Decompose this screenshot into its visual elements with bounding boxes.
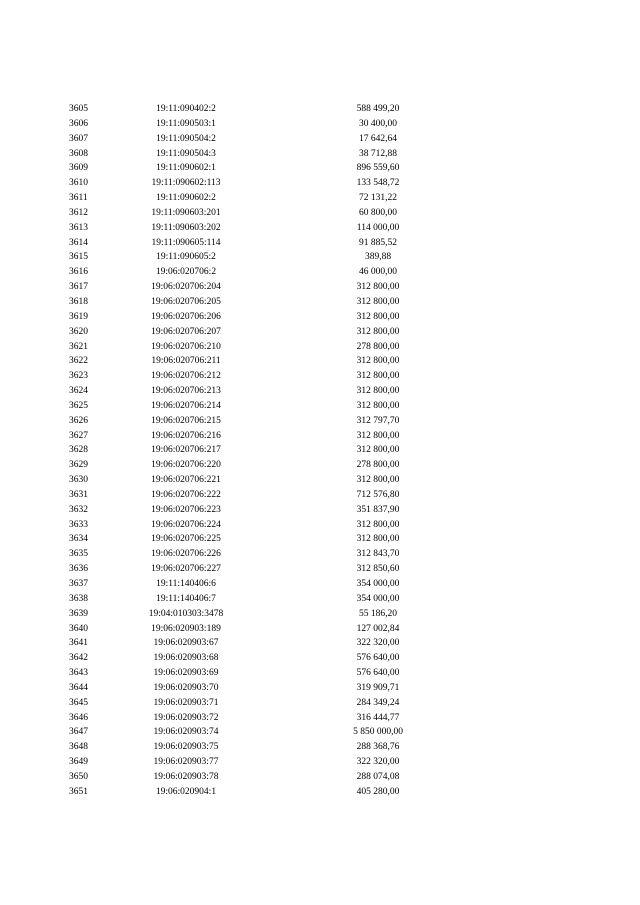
cadastral-number: 19:06:020904:1 bbox=[155, 786, 217, 797]
row-number: 3629 bbox=[69, 460, 88, 471]
row-number: 3617 bbox=[69, 282, 88, 293]
amount-value: 312 800,00 bbox=[356, 356, 400, 367]
amount-value: 278 800,00 bbox=[356, 341, 400, 352]
table-row bbox=[0, 310, 640, 325]
amount-value: 312 843,70 bbox=[356, 549, 400, 560]
row-number: 3630 bbox=[69, 475, 88, 486]
table-row bbox=[0, 770, 640, 785]
table-row bbox=[0, 191, 640, 206]
cadastral-number: 19:11:090504:2 bbox=[156, 133, 216, 144]
table-row bbox=[0, 265, 640, 280]
cadastral-number: 19:06:020706:224 bbox=[151, 519, 221, 530]
table-row bbox=[0, 250, 640, 265]
table-row bbox=[0, 340, 640, 355]
row-number: 3622 bbox=[69, 356, 88, 367]
cadastral-number: 19:11:090605:2 bbox=[156, 252, 216, 263]
row-number: 3644 bbox=[69, 682, 88, 693]
row-number: 3632 bbox=[69, 504, 88, 515]
row-number: 3618 bbox=[69, 296, 88, 307]
amount-value: 389,88 bbox=[364, 252, 392, 263]
cadastral-number: 19:06:020706:207 bbox=[151, 326, 221, 337]
row-number: 3606 bbox=[69, 118, 88, 129]
table-row bbox=[0, 102, 640, 117]
amount-value: 312 800,00 bbox=[356, 371, 400, 382]
cadastral-number: 19:06:020706:221 bbox=[151, 475, 221, 486]
table-row bbox=[0, 236, 640, 251]
cadastral-number: 19:06:020706:214 bbox=[151, 400, 221, 411]
amount-value: 354 000,00 bbox=[356, 593, 400, 604]
amount-value: 288 074,08 bbox=[356, 771, 400, 782]
amount-value: 91 885,52 bbox=[359, 237, 397, 248]
amount-value: 312 800,00 bbox=[356, 475, 400, 486]
table-row bbox=[0, 681, 640, 696]
cadastral-number: 19:06:020903:189 bbox=[151, 623, 221, 634]
row-number: 3649 bbox=[69, 757, 88, 768]
amount-value: 38 712,88 bbox=[359, 148, 397, 159]
amount-value: 312 850,60 bbox=[356, 564, 400, 575]
cadastral-number: 19:06:020706:213 bbox=[151, 386, 221, 397]
amount-value: 896 559,60 bbox=[356, 163, 400, 174]
cadastral-number: 19:06:020706:212 bbox=[151, 371, 221, 382]
table-row bbox=[0, 176, 640, 191]
row-number: 3609 bbox=[69, 163, 88, 174]
amount-value: 312 800,00 bbox=[356, 430, 400, 441]
cadastral-number: 19:11:090605:114 bbox=[151, 237, 221, 248]
row-number: 3611 bbox=[69, 193, 88, 204]
amount-value: 55 186,20 bbox=[359, 608, 397, 619]
amount-value: 114 000,00 bbox=[356, 222, 400, 233]
table-row bbox=[0, 117, 640, 132]
table-row bbox=[0, 429, 640, 444]
cadastral-number: 19:06:020706:227 bbox=[151, 564, 221, 575]
amount-value: 30 400,00 bbox=[359, 118, 397, 129]
cadastral-number: 19:06:020903:74 bbox=[153, 727, 219, 738]
row-number: 3636 bbox=[69, 564, 88, 575]
amount-value: 312 800,00 bbox=[356, 519, 400, 530]
amount-value: 133 548,72 bbox=[356, 178, 400, 189]
row-number: 3621 bbox=[69, 341, 88, 352]
amount-value: 312 800,00 bbox=[356, 400, 400, 411]
amount-value: 278 800,00 bbox=[356, 460, 400, 471]
amount-value: 312 800,00 bbox=[356, 445, 400, 456]
table-row bbox=[0, 577, 640, 592]
table-row bbox=[0, 473, 640, 488]
table-row bbox=[0, 592, 640, 607]
table-row bbox=[0, 666, 640, 681]
table-row bbox=[0, 547, 640, 562]
table-row bbox=[0, 280, 640, 295]
row-number: 3613 bbox=[69, 222, 88, 233]
row-number: 3615 bbox=[69, 252, 88, 263]
row-number: 3628 bbox=[69, 445, 88, 456]
row-number: 3641 bbox=[69, 638, 88, 649]
cadastral-number: 19:11:090504:3 bbox=[156, 148, 216, 159]
amount-value: 312 800,00 bbox=[356, 311, 400, 322]
cadastral-number: 19:06:020706:216 bbox=[151, 430, 221, 441]
table-row bbox=[0, 711, 640, 726]
row-number: 3637 bbox=[69, 579, 88, 589]
cadastral-number: 19:06:020706:223 bbox=[151, 504, 221, 515]
amount-value: 322 320,00 bbox=[356, 638, 400, 649]
cadastral-number: 19:06:020706:211 bbox=[151, 356, 221, 367]
row-number: 3620 bbox=[69, 326, 88, 337]
row-number: 3634 bbox=[69, 534, 88, 545]
row-number: 3646 bbox=[69, 712, 88, 723]
table-row bbox=[0, 518, 640, 533]
row-number: 3631 bbox=[69, 489, 88, 500]
cadastral-number: 19:11:090603:202 bbox=[151, 222, 221, 233]
data-table bbox=[0, 102, 640, 800]
table-row bbox=[0, 725, 640, 740]
amount-value: 405 280,00 bbox=[356, 786, 400, 797]
table-row bbox=[0, 636, 640, 651]
cadastral-number: 19:11:090603:201 bbox=[151, 207, 221, 218]
amount-value: 312 800,00 bbox=[356, 326, 400, 337]
cadastral-number: 19:06:020706:204 bbox=[151, 282, 221, 293]
amount-value: 5 850 000,00 bbox=[353, 727, 403, 738]
amount-value: 17 642,64 bbox=[359, 133, 397, 144]
cadastral-number: 19:11:140406:6 bbox=[156, 579, 216, 589]
table-row bbox=[0, 369, 640, 384]
amount-value: 46 000,00 bbox=[359, 267, 397, 278]
amount-value: 312 800,00 bbox=[356, 534, 400, 545]
table-row bbox=[0, 325, 640, 340]
amount-value: 319 909,71 bbox=[356, 682, 400, 693]
table-row bbox=[0, 147, 640, 162]
amount-value: 351 837,90 bbox=[356, 504, 400, 515]
cadastral-number: 19:06:020903:75 bbox=[153, 742, 219, 753]
table-row bbox=[0, 607, 640, 622]
row-number: 3648 bbox=[69, 742, 88, 753]
amount-value: 576 640,00 bbox=[356, 653, 400, 664]
table-row bbox=[0, 755, 640, 770]
cadastral-number: 19:06:020706:215 bbox=[151, 415, 221, 426]
cadastral-number: 19:06:020903:72 bbox=[153, 712, 219, 723]
cadastral-number: 19:06:020706:205 bbox=[151, 296, 221, 307]
table-row bbox=[0, 384, 640, 399]
row-number: 3639 bbox=[69, 608, 88, 619]
row-number: 3633 bbox=[69, 519, 88, 530]
row-number: 3616 bbox=[69, 267, 88, 278]
cadastral-number: 19:06:020706:225 bbox=[151, 534, 221, 545]
table-row bbox=[0, 622, 640, 637]
amount-value: 316 444,77 bbox=[356, 712, 400, 723]
row-number: 3624 bbox=[69, 386, 88, 397]
row-number: 3643 bbox=[69, 668, 88, 679]
amount-value: 72 131,22 bbox=[359, 193, 397, 204]
table-row bbox=[0, 414, 640, 429]
cadastral-number: 19:06:020706:2 bbox=[155, 267, 217, 278]
amount-value: 60 800,00 bbox=[359, 207, 397, 218]
cadastral-number: 19:06:020903:67 bbox=[153, 638, 219, 649]
amount-value: 588 499,20 bbox=[356, 104, 400, 114]
table-row bbox=[0, 132, 640, 147]
row-number: 3638 bbox=[69, 593, 88, 604]
row-number: 3651 bbox=[69, 786, 88, 797]
cadastral-number: 19:06:020903:69 bbox=[153, 668, 219, 679]
amount-value: 284 349,24 bbox=[356, 697, 400, 708]
cadastral-number: 19:04:010303:3478 bbox=[148, 608, 224, 619]
table-row bbox=[0, 696, 640, 711]
cadastral-number: 19:06:020706:210 bbox=[151, 341, 221, 352]
table-row bbox=[0, 458, 640, 473]
table-row bbox=[0, 532, 640, 547]
table-row bbox=[0, 651, 640, 666]
table-row bbox=[0, 295, 640, 310]
cadastral-number: 19:06:020706:222 bbox=[151, 489, 221, 500]
row-number: 3625 bbox=[69, 400, 88, 411]
cadastral-number: 19:06:020903:78 bbox=[153, 771, 219, 782]
table-row bbox=[0, 562, 640, 577]
cadastral-number: 19:11:140406:7 bbox=[156, 593, 216, 604]
cadastral-number: 19:06:020903:77 bbox=[153, 757, 219, 768]
row-number: 3610 bbox=[69, 178, 88, 189]
row-number: 3645 bbox=[69, 697, 88, 708]
amount-value: 312 800,00 bbox=[356, 282, 400, 293]
cadastral-number: 19:11:090602:113 bbox=[151, 178, 221, 189]
row-number: 3605 bbox=[69, 104, 88, 114]
table-row bbox=[0, 354, 640, 369]
row-number: 3627 bbox=[69, 430, 88, 441]
table-row bbox=[0, 503, 640, 518]
row-number: 3612 bbox=[69, 207, 88, 218]
cadastral-number: 19:11:090402:2 bbox=[156, 104, 216, 114]
row-number: 3647 bbox=[69, 727, 88, 738]
table-row bbox=[0, 161, 640, 176]
amount-value: 354 000,00 bbox=[356, 579, 400, 589]
amount-value: 712 576,80 bbox=[356, 489, 400, 500]
cadastral-number: 19:06:020903:70 bbox=[153, 682, 219, 693]
row-number: 3619 bbox=[69, 311, 88, 322]
table-row bbox=[0, 488, 640, 503]
row-number: 3614 bbox=[69, 237, 88, 248]
table-row bbox=[0, 221, 640, 236]
amount-value: 322 320,00 bbox=[356, 757, 400, 768]
cadastral-number: 19:06:020706:217 bbox=[151, 445, 221, 456]
cadastral-number: 19:06:020903:68 bbox=[153, 653, 219, 664]
table-row bbox=[0, 785, 640, 800]
cadastral-number: 19:06:020706:220 bbox=[151, 460, 221, 471]
amount-value: 288 368,76 bbox=[356, 742, 400, 753]
row-number: 3608 bbox=[69, 148, 88, 159]
row-number: 3642 bbox=[69, 653, 88, 664]
table-row bbox=[0, 740, 640, 755]
row-number: 3607 bbox=[69, 133, 88, 144]
amount-value: 312 800,00 bbox=[356, 386, 400, 397]
amount-value: 127 002,84 bbox=[356, 623, 400, 634]
amount-value: 576 640,00 bbox=[356, 668, 400, 679]
row-number: 3635 bbox=[69, 549, 88, 560]
amount-value: 312 797,70 bbox=[356, 415, 400, 426]
cadastral-number: 19:11:090602:2 bbox=[156, 193, 216, 204]
cadastral-number: 19:06:020903:71 bbox=[153, 697, 219, 708]
cadastral-number: 19:06:020706:206 bbox=[151, 311, 221, 322]
cadastral-number: 19:06:020706:226 bbox=[151, 549, 221, 560]
table-row bbox=[0, 443, 640, 458]
cadastral-number: 19:11:090503:1 bbox=[156, 118, 216, 129]
row-number: 3626 bbox=[69, 415, 88, 426]
row-number: 3623 bbox=[69, 371, 88, 382]
row-number: 3640 bbox=[69, 623, 88, 634]
table-row bbox=[0, 206, 640, 221]
amount-value: 312 800,00 bbox=[356, 296, 400, 307]
cadastral-number: 19:11:090602:1 bbox=[156, 163, 216, 174]
row-number: 3650 bbox=[69, 771, 88, 782]
table-row bbox=[0, 399, 640, 414]
